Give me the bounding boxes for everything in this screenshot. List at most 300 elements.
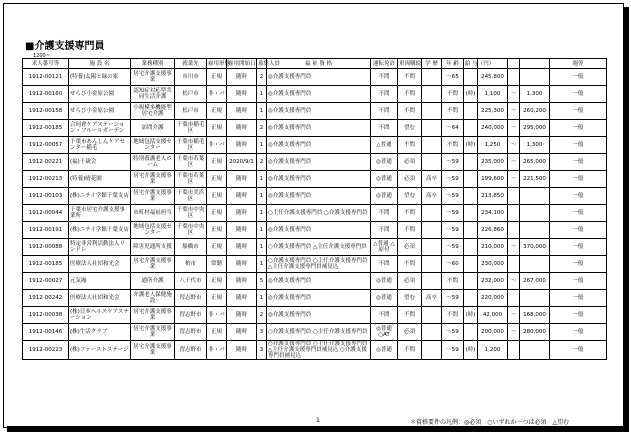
page-shadow-bottom xyxy=(7,426,629,432)
employment-type-cell: 正規 xyxy=(207,290,227,307)
job-number-cell: 1912-00088 xyxy=(23,239,69,256)
age-cell: 不問 xyxy=(442,103,464,120)
facility-name-cell: (株)ニチイ学館千葉支店 xyxy=(69,188,131,205)
employment-type-cell: 正規 xyxy=(207,239,227,256)
driving-license-cell: 不問 xyxy=(371,222,398,239)
category-cell: 一般 xyxy=(550,154,607,171)
qualification-cell: ◎介護支援専門員 xyxy=(267,171,371,188)
education-cell xyxy=(422,256,442,273)
salary-min-cell: 1,250 xyxy=(478,137,508,154)
vehicle-cell: 不問 xyxy=(398,69,422,86)
job-number-cell: 1912-00221 xyxy=(23,154,69,171)
employment-type-cell: 正規 xyxy=(207,188,227,205)
header-cell: 学 歴 xyxy=(422,59,442,69)
work-location-cell: 市川市 xyxy=(175,69,207,86)
salary-max-cell xyxy=(520,69,550,86)
education-cell xyxy=(422,86,442,103)
pay-unit-cell xyxy=(464,324,478,341)
qualification-cell: ◎介護支援専門員 xyxy=(267,86,371,103)
education-cell xyxy=(422,239,442,256)
openings-cell: 2 xyxy=(257,307,267,324)
pay-unit-cell: (時) xyxy=(464,307,478,324)
facility-name-cell: (株)ニチイ学館千葉支店 xyxy=(69,222,131,239)
driving-license-cell: 不問 xyxy=(371,205,398,222)
table-row xyxy=(23,222,607,239)
start-date-cell: 随時 xyxy=(227,137,257,154)
pay-unit-cell xyxy=(464,273,478,290)
qualification-cell: ◎介護支援専門員 xyxy=(267,273,371,290)
openings-cell: 5 xyxy=(257,273,267,290)
openings-cell: 1 xyxy=(257,171,267,188)
vehicle-cell: 不問 xyxy=(398,205,422,222)
job-number-cell: 1912-00121 xyxy=(23,69,69,86)
openings-cell: 1 xyxy=(257,222,267,239)
education-cell xyxy=(422,273,442,290)
service-type-cell: 通所介護 xyxy=(131,273,175,290)
salary-min-cell: 1,100 xyxy=(478,86,508,103)
vehicle-cell: 不問 xyxy=(398,103,422,120)
vehicle-cell: 必須 xyxy=(398,171,422,188)
salary-range-sep-cell xyxy=(508,290,520,307)
driving-license-cell: 不問 xyxy=(371,86,398,103)
header-cell: 求人番号等 xyxy=(23,59,69,69)
education-cell xyxy=(422,307,442,324)
age-cell: ～64 xyxy=(442,120,464,137)
driving-license-cell: 不問 xyxy=(371,120,398,137)
start-date-cell: 随時 xyxy=(227,307,257,324)
education-cell xyxy=(422,154,442,171)
driving-license-cell: 不問 xyxy=(371,103,398,120)
salary-min-cell: 232,000 xyxy=(478,273,508,290)
education-cell xyxy=(422,120,442,137)
pay-unit-cell: (時) xyxy=(464,86,478,103)
table-row xyxy=(23,69,607,86)
salary-range-sep-cell: ～ xyxy=(508,307,520,324)
salary-min-cell: 235,000 xyxy=(478,154,508,171)
job-number-cell: 1912-00160 xyxy=(23,86,69,103)
education-cell: 高卒 xyxy=(422,290,442,307)
age-cell: 不問 xyxy=(442,307,464,324)
driving-license-cell: ◎普通 ○AT xyxy=(371,324,398,341)
start-date-cell: 随時 xyxy=(227,239,257,256)
start-date-cell: 随時 xyxy=(227,188,257,205)
facility-name-cell: 特定非営利活動法人リンドレ xyxy=(69,239,131,256)
facility-name-cell: 医療法人社団和光会 xyxy=(69,256,131,273)
qualification-cell: ○介護支援専門員 ○主任介護支援専門員 xyxy=(267,324,371,341)
facility-name-cell: (株)生活クラブ xyxy=(69,324,131,341)
work-location-cell: 習志野市 xyxy=(175,290,207,307)
salary-range-sep-cell xyxy=(508,205,520,222)
qualification-cell: ◎介護支援専門員 xyxy=(267,222,371,239)
table-row xyxy=(23,103,607,120)
salary-min-cell: 220,000 xyxy=(478,290,508,307)
driving-license-cell: 不問 xyxy=(371,69,398,86)
job-number-cell: 1912-00103 xyxy=(23,188,69,205)
service-type-cell: 市町村福祉担当 xyxy=(131,205,175,222)
education-cell: 高卒 xyxy=(422,188,442,205)
salary-min-cell: 200,000 xyxy=(478,324,508,341)
category-cell: 一般 xyxy=(550,290,607,307)
salary-range-sep-cell: ～ xyxy=(508,171,520,188)
table-row xyxy=(23,137,607,154)
facility-name-cell: (特養)晴花園 xyxy=(69,171,131,188)
employment-type-cell: 非・パ xyxy=(207,86,227,103)
pay-unit-cell: (時) xyxy=(464,341,478,360)
work-location-cell: 船橋市 xyxy=(175,239,207,256)
qualification-legend: ＊資格要件の凡例：◎必須 ○いずれか一つは必須 △望む xyxy=(410,419,570,426)
service-type-cell: 居宅介護支援事業 xyxy=(131,307,175,324)
table-row xyxy=(23,205,607,222)
age-cell: ～59 xyxy=(442,222,464,239)
vehicle-cell: 必須 xyxy=(398,239,422,256)
service-type-cell: 認知症対応型共同生活介護 xyxy=(131,86,175,103)
header-cell: 車両購続 xyxy=(399,60,422,67)
qualification-cell: ○介護支援専門員 △主任介護支援専門員 xyxy=(267,239,371,256)
education-cell xyxy=(422,69,442,86)
page-shadow-right xyxy=(623,7,629,431)
driving-license-cell: ◎普通 xyxy=(371,290,398,307)
category-cell: 一般 xyxy=(550,188,607,205)
age-cell: ～59 xyxy=(442,171,464,188)
work-location-cell: 松戸市 xyxy=(175,103,207,120)
employment-type-cell: 正規 xyxy=(207,324,227,341)
service-type-cell: 地域包括支援センター xyxy=(131,137,175,154)
vehicle-cell: 必須 xyxy=(398,154,422,171)
age-cell: 不問 xyxy=(442,273,464,290)
table-row xyxy=(23,239,607,256)
table-row xyxy=(23,290,607,307)
vehicle-cell: 望む xyxy=(398,290,422,307)
start-date-cell: 随時 xyxy=(227,324,257,341)
education-cell xyxy=(422,222,442,239)
vehicle-cell: 不問 xyxy=(398,307,422,324)
job-number-cell: 1912-00191 xyxy=(23,222,69,239)
service-type-cell: 居宅介護支援事業 xyxy=(131,341,175,360)
start-date-cell: 随時 xyxy=(227,171,257,188)
salary-range-sep-cell: ～ xyxy=(508,239,520,256)
job-listing-table xyxy=(22,58,607,360)
driving-license-cell: ◎普通 xyxy=(371,341,398,360)
category-cell: 一般 xyxy=(550,273,607,290)
header-cell: 週等 xyxy=(550,59,607,69)
salary-min-cell: 213,850 xyxy=(478,188,508,205)
facility-name-cell: 千葉市あんしんケアセンター稲毛 xyxy=(69,137,131,154)
driving-license-cell: △普通 xyxy=(371,137,398,154)
start-date-cell: 随時 xyxy=(227,120,257,137)
page-number: 1 xyxy=(316,417,320,424)
salary-range-sep-cell: ～ xyxy=(508,137,520,154)
education-cell xyxy=(422,103,442,120)
start-date-cell: 随時 xyxy=(227,103,257,120)
salary-min-cell: 199,600 xyxy=(478,171,508,188)
salary-range-sep-cell: ～ xyxy=(508,103,520,120)
work-location-cell: 千葉市中央区 xyxy=(175,222,207,239)
category-cell: 一般 xyxy=(550,324,607,341)
qualification-cell: ◎介護支援専門員 xyxy=(267,188,371,205)
header-cell: 運転免許 xyxy=(371,59,398,69)
salary-max-cell: 1,300 xyxy=(520,86,550,103)
vehicle-cell: 不問 xyxy=(398,256,422,273)
employment-type-cell: 正規 xyxy=(207,273,227,290)
vehicle-cell: 不問 xyxy=(398,341,422,360)
start-date-cell: 随時 xyxy=(227,256,257,273)
salary-max-cell: 265,000 xyxy=(520,154,550,171)
facility-name-cell: 合同會ケアステーション・フルールガーデン xyxy=(69,120,131,137)
category-cell: 一般 xyxy=(550,307,607,324)
service-type-cell: 地域包括支援センター xyxy=(131,222,175,239)
table-row xyxy=(23,307,607,324)
salary-range-sep-cell: ～ xyxy=(508,86,520,103)
education-cell xyxy=(422,205,442,222)
start-date-cell: 随時 xyxy=(227,222,257,239)
age-cell: 不問 xyxy=(442,137,464,154)
table-row xyxy=(23,256,607,273)
age-cell: ～59 xyxy=(442,290,464,307)
work-location-cell: 八千代市 xyxy=(175,273,207,290)
openings-cell: 2 xyxy=(257,69,267,86)
employment-type-cell: 正規 xyxy=(207,120,227,137)
age-cell: ～60 xyxy=(442,256,464,273)
service-type-cell: 障害児通所支援 xyxy=(131,239,175,256)
openings-cell: 3 xyxy=(257,324,267,341)
age-cell: ～59 xyxy=(442,324,464,341)
age-cell: ～59 xyxy=(442,341,464,360)
employment-type-cell: 正規 xyxy=(207,222,227,239)
start-date-cell: 随時 xyxy=(227,273,257,290)
job-number-cell: 1912-00044 xyxy=(23,205,69,222)
table-header-row xyxy=(23,59,607,69)
facility-name-cell: (株)ファーストステージ xyxy=(69,341,131,360)
work-location-cell: 千葉市美浜区 xyxy=(175,188,207,205)
qualification-cell: ◎介護支援専門員 xyxy=(267,69,371,86)
qualification-cell: ○介護支援専門員 ○主任介護支援専門員 △主任介護支援専門員補見込 ○介護支援専門員補見込 xyxy=(267,341,371,360)
age-cell: ～59 xyxy=(442,188,464,205)
category-cell: 一般 xyxy=(550,86,607,103)
employment-type-cell: 常勤 xyxy=(207,256,227,273)
education-cell xyxy=(422,137,442,154)
salary-range-sep-cell: ～ xyxy=(508,120,520,137)
driving-license-cell: △普通 △原付 xyxy=(371,239,398,256)
job-number-cell: 1912-00242 xyxy=(23,290,69,307)
category-cell: 一般 xyxy=(550,256,607,273)
employment-type-cell: 正規 xyxy=(207,171,227,188)
salary-max-cell: 267,000 xyxy=(520,273,550,290)
qualification-cell: ◎介護支援専門員 xyxy=(267,120,371,137)
openings-cell: 1 xyxy=(257,137,267,154)
salary-range-sep-cell xyxy=(508,69,520,86)
facility-name-cell: (福)千歳会 xyxy=(69,154,131,171)
salary-range-sep-cell xyxy=(508,188,520,205)
salary-max-cell: 295,000 xyxy=(520,120,550,137)
table-row xyxy=(23,154,607,171)
header-cell: 福 祉 資 格 xyxy=(267,59,371,69)
pay-unit-cell xyxy=(464,154,478,171)
salary-min-cell: 226,860 xyxy=(478,222,508,239)
employment-type-cell: 正規 xyxy=(207,103,227,120)
header-cell: 給 与（円） xyxy=(465,60,495,67)
salary-min-cell: 210,000 xyxy=(478,239,508,256)
vehicle-cell: 必須 xyxy=(398,273,422,290)
salary-max-cell xyxy=(520,290,550,307)
age-cell: ～59 xyxy=(442,239,464,256)
category-cell: 一般 xyxy=(550,171,607,188)
service-type-cell: 居宅介護支援事業 xyxy=(131,188,175,205)
employment-type-cell: 正規 xyxy=(207,205,227,222)
pay-unit-cell xyxy=(464,103,478,120)
job-number-cell: 1912-00185 xyxy=(23,256,69,273)
pay-unit-cell xyxy=(464,188,478,205)
header-cell: 雇用形態 xyxy=(208,60,231,67)
category-cell: 一般 xyxy=(550,137,607,154)
salary-min-cell: 245,800 xyxy=(478,69,508,86)
salary-max-cell xyxy=(520,188,550,205)
openings-cell: 1 xyxy=(257,86,267,103)
salary-max-cell xyxy=(520,222,550,239)
header-cell: 募集人員 xyxy=(258,60,281,67)
openings-cell: 1 xyxy=(257,188,267,205)
category-cell: 一般 xyxy=(550,103,607,120)
vehicle-cell: 望む xyxy=(398,188,422,205)
salary-min-cell: 240,000 xyxy=(478,120,508,137)
salary-min-cell: 230,000 xyxy=(478,256,508,273)
service-type-cell: 居宅介護支援事業 xyxy=(131,324,175,341)
salary-max-cell: 370,000 xyxy=(520,239,550,256)
header-cell: 業務種別 xyxy=(131,59,175,69)
education-cell xyxy=(422,341,442,360)
employment-type-cell: 非・パ xyxy=(207,307,227,324)
qualification-cell: ◎介護支援専門員 xyxy=(267,290,371,307)
qualification-cell: ○介護支援専門員 ○主任介護支援専門員 △主任介護支援専門員補見込 xyxy=(267,256,371,273)
salary-min-cell: 1,200 xyxy=(478,341,508,360)
header-cell: 年 齢 xyxy=(442,59,464,69)
service-type-cell: 居宅介護支援事業 xyxy=(131,171,175,188)
salary-max-cell: 260,200 xyxy=(520,103,550,120)
service-type-cell: 小規模多機能型居宅介護 xyxy=(131,103,175,120)
facility-name-cell: 医療法人社団和光会 xyxy=(69,290,131,307)
facility-name-cell: 元気庵 xyxy=(69,273,131,290)
section-title: ■介護支援専門員 xyxy=(25,41,105,52)
pay-unit-cell xyxy=(464,239,478,256)
category-cell: 一般 xyxy=(550,120,607,137)
pay-unit-cell xyxy=(464,120,478,137)
table-row xyxy=(23,86,607,103)
salary-min-cell: 234,100 xyxy=(478,205,508,222)
salary-max-cell xyxy=(520,256,550,273)
job-number-cell: 1912-00223 xyxy=(23,341,69,360)
category-cell: 一般 xyxy=(550,69,607,86)
salary-min-cell: 225,300 xyxy=(478,103,508,120)
salary-max-cell xyxy=(520,205,550,222)
start-date-cell: 随時 xyxy=(227,341,257,360)
pay-unit-cell xyxy=(464,290,478,307)
header-cell xyxy=(520,59,550,69)
table-row xyxy=(23,188,607,205)
job-number-cell: 1912-00057 xyxy=(23,137,69,154)
table-row xyxy=(23,324,607,341)
header-cell xyxy=(508,59,520,69)
work-location-cell: 柏市 xyxy=(175,256,207,273)
pay-unit-cell xyxy=(464,256,478,273)
openings-cell: 1 xyxy=(257,239,267,256)
job-number-cell: 1912-00038 xyxy=(23,307,69,324)
qualification-cell: ◎介護支援専門員 xyxy=(267,154,371,171)
pay-unit-cell: (時) xyxy=(464,137,478,154)
category-cell: 一般 xyxy=(550,222,607,239)
openings-cell: 1 xyxy=(257,256,267,273)
table-row xyxy=(23,273,607,290)
age-cell: 不問 xyxy=(442,86,464,103)
pay-unit-cell xyxy=(464,222,478,239)
facility-name-cell: せらび小金原公園 xyxy=(69,86,131,103)
openings-cell: 2 xyxy=(257,154,267,171)
vehicle-cell: 不問 xyxy=(398,86,422,103)
openings-cell: 1 xyxy=(257,103,267,120)
work-location-cell: 習志野市 xyxy=(175,307,207,324)
salary-range-sep-cell xyxy=(508,222,520,239)
facility-name-cell: 千葉市居宅介護支援事業所 xyxy=(69,205,131,222)
salary-max-cell: 221,500 xyxy=(520,171,550,188)
header-cell: 就業先 xyxy=(175,59,207,69)
work-location-cell: 千葉市中央区 xyxy=(175,205,207,222)
work-location-cell: 千葉市若葉区 xyxy=(175,171,207,188)
section-subnote: 1200~ xyxy=(33,53,50,59)
salary-max-cell: 280,000 xyxy=(520,324,550,341)
work-location-cell: 習志野市 xyxy=(175,341,207,360)
category-cell: 一般 xyxy=(550,341,607,360)
driving-license-cell: ◎普通 xyxy=(371,154,398,171)
job-number-cell: 1912-00185 xyxy=(23,120,69,137)
header-cell: 施 設 名 xyxy=(69,59,131,69)
openings-cell: 3 xyxy=(257,341,267,360)
age-cell: ～59 xyxy=(442,205,464,222)
work-location-cell: 松戸市 xyxy=(175,86,207,103)
age-cell: ～59 xyxy=(442,154,464,171)
openings-cell: 1 xyxy=(257,205,267,222)
driving-license-cell: ◎普通 xyxy=(371,188,398,205)
qualification-cell: ◎介護支援専門員 xyxy=(267,103,371,120)
work-location-cell: 千葉市稲毛区 xyxy=(175,120,207,137)
pay-unit-cell xyxy=(464,69,478,86)
facility-name-cell: (株)日本ヘルスケアステーション xyxy=(69,307,131,324)
education-cell xyxy=(422,324,442,341)
job-number-cell: 1912-00213 xyxy=(23,171,69,188)
service-type-cell: 居宅介護支援事業 xyxy=(131,256,175,273)
vehicle-cell: 不問 xyxy=(398,137,422,154)
category-cell: 一般 xyxy=(550,239,607,256)
work-location-cell: 千葉市稲毛区 xyxy=(175,137,207,154)
driving-license-cell: 不問 xyxy=(371,307,398,324)
salary-max-cell: 168,000 xyxy=(520,307,550,324)
age-cell: ～65 xyxy=(442,69,464,86)
salary-range-sep-cell xyxy=(508,341,520,360)
job-number-cell: 1912-00146 xyxy=(23,324,69,341)
table-row xyxy=(23,120,607,137)
start-date-cell: 随時 xyxy=(227,69,257,86)
header-cell: 雇用開始日 xyxy=(228,60,256,67)
start-date-cell: 随時 xyxy=(227,205,257,222)
driving-license-cell: ◎普通 xyxy=(371,171,398,188)
openings-cell: 2 xyxy=(257,120,267,137)
start-date-cell: 随時 xyxy=(227,290,257,307)
work-location-cell: 千葉市若葉区 xyxy=(175,154,207,171)
service-type-cell: 特別養護老人ホーム xyxy=(131,154,175,171)
table-row xyxy=(23,341,607,360)
qualification-cell: ◎介護支援専門員 xyxy=(267,137,371,154)
job-number-cell: 1912-00158 xyxy=(23,103,69,120)
education-cell: 高卒 xyxy=(422,171,442,188)
start-date-cell: 随時 xyxy=(227,86,257,103)
facility-name-cell: (特養)太陽と緑の家 xyxy=(69,69,131,86)
